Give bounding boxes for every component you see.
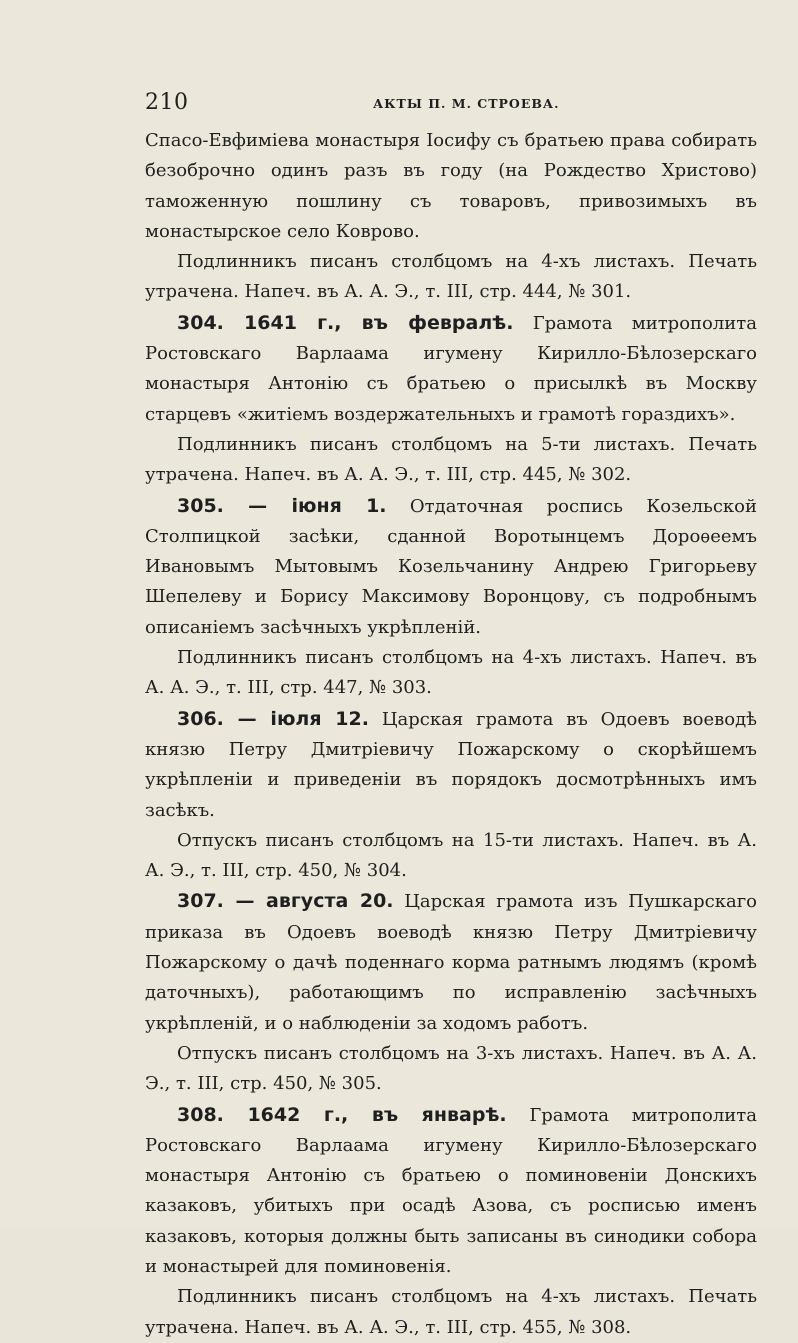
entry-summary: Отдаточная роспись Козельской Столпицкой засѣки, сданной Воротынцемъ Дороѳеемъ Ивановымъ Мытовымъ Козельчанину Андрею Григорьеву Шепелеву и Борису Максимову Воронцову, съ подробнымъ описаніемъ засѣчныхъ укрѣпленій. [145, 495, 757, 638]
entry-heading: 306. — іюля 12. [177, 707, 369, 730]
entry-paragraph [145, 308, 757, 430]
entry-heading: 304. 1641 г., въ февралѣ. [177, 311, 514, 334]
running-title: АКТЫ П. М. СТРОЕВА. [373, 96, 560, 111]
continuation-paragraph: Спасо-Евфиміева монастыря Іосифу съ братьею права собирать безоброчно одинъ разъ въ году (на Рождество Христово) таможенную пошлину съ товаровъ, привозимыхъ въ монастырское село Коврово. [145, 130, 757, 242]
entry-heading: 305. — іюня 1. [177, 494, 387, 517]
entry-heading: 307. — августа 20. [177, 890, 394, 913]
entry-306 [145, 704, 757, 887]
source-note: Отпускъ писанъ столбцомъ на 3-хъ листахъ. Напеч. въ А. А. Э., т. III, стр. 450, № 305. [145, 1042, 757, 1095]
source-note: Подлинникъ писанъ столбцомъ на 4-хъ листахъ. Печать утрачена. Напеч. въ А. А. Э., т. III, стр. 455, № 308. [145, 1286, 757, 1338]
entry-307 [145, 886, 757, 1099]
entry-paragraph [145, 491, 757, 643]
entry-paragraph [145, 886, 757, 1038]
entry-305 [145, 491, 757, 704]
page-number: 210 [145, 90, 189, 115]
page-header [145, 90, 757, 120]
entry-304 [145, 308, 757, 491]
entry-paragraph [145, 704, 757, 826]
document-body [145, 126, 757, 1343]
entry-summary: Царская грамота изъ Пушкарскаго приказа въ Одоевъ воеводѣ князю Петру Дмитріевичу Пожарскому о дачѣ поденнаго корма ратнымъ людямъ (кромѣ даточныхъ), работающимъ по исправленію засѣчныхъ укрѣпленій, и о наблюденіи за ходомъ работъ. [145, 891, 757, 1034]
source-note: Подлинникъ писанъ столбцомъ на 4-хъ листахъ. Печать утрачена. Напеч. въ А. А. Э., т. III, стр. 444, № 301. [145, 251, 757, 303]
entry-308 [145, 1100, 757, 1343]
entry-summary: Грамота митрополита Ростовскаго Варлаама игумену Кирилло-Бѣлозерскаго монастыря Антонію съ братьею о поминовеніи Донскихъ казаковъ, убитыхъ при осадѣ Азова, съ росписью именъ казаковъ, которыя должны быть записаны въ синодики собора и монастырей для поминовенія. [145, 1104, 757, 1277]
entry-paragraph [145, 1100, 757, 1283]
source-note: Отпускъ писанъ столбцомъ на 15-ти листахъ. Напеч. въ А. А. Э., т. III, стр. 450, № 304. [145, 829, 757, 882]
source-note: Подлинникъ писанъ столбцомъ на 4-хъ листахъ. Напеч. въ А. А. Э., т. III, стр. 447, № 303. [145, 647, 757, 699]
entry-summary: Грамота митрополита Ростовскаго Варлаама игумену Кирилло-Бѣлозерскаго монастыря Антонію съ братьею о присылкѣ въ Москву старцевъ «житіемъ воздержательныхъ и грамотѣ гораздихъ». [145, 312, 757, 425]
entry-heading: 308. 1642 г., въ январѣ. [177, 1103, 507, 1126]
source-note: Подлинникъ писанъ столбцомъ на 5-ти листахъ. Печать утрачена. Напеч. въ А. А. Э., т. III, стр. 445, № 302. [145, 433, 757, 486]
entry-summary: Царская грамота въ Одоевъ воеводѣ князю Петру Дмитріевичу Пожарскому о скорѣйшемъ укрѣпленіи и приведеніи въ порядокъ досмотрѣнныхъ имъ засѣкъ. [145, 708, 757, 821]
